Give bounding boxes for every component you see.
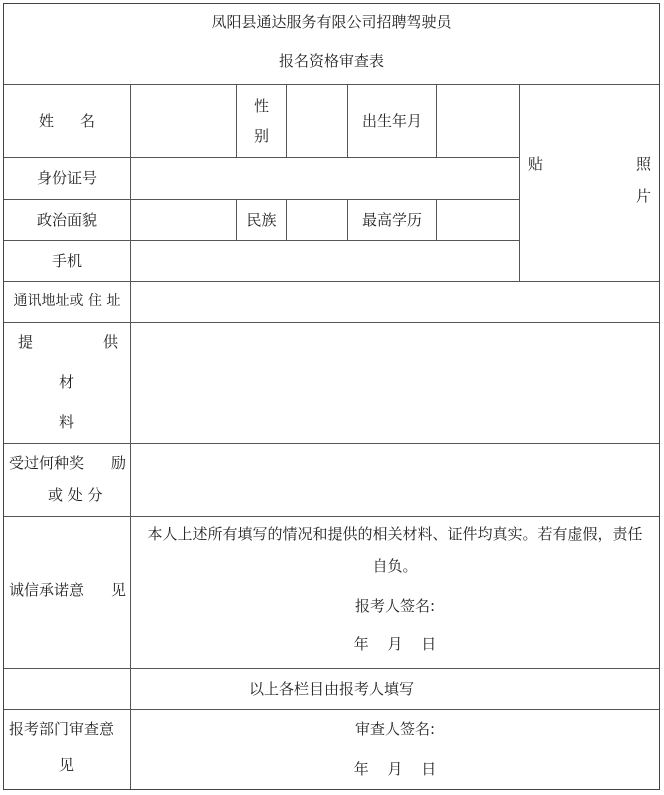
materials-label-part: 料 [59,413,75,431]
name-label-part: 姓 [38,111,54,130]
photo-area[interactable] [520,84,659,281]
name-label-part: 名 [80,111,96,130]
political-label: 政治面貌 [36,210,97,229]
gender-label [237,84,286,157]
address-label: 通讯地址或 住 址 [13,293,121,310]
ethnicity-field[interactable] [287,199,347,240]
integrity-label-part: 见 [110,581,126,599]
birth-label: 出生年月 [361,111,422,130]
materials-field[interactable] [131,322,659,443]
integrity-content [131,516,659,668]
reviewer-signature[interactable]: 审查人签名: [354,720,436,738]
political-field[interactable] [131,199,236,240]
materials-label-part: 提 [18,333,34,351]
birth-field[interactable] [437,84,519,157]
phone-field[interactable] [131,240,519,281]
materials-label-part: 材 [59,373,75,391]
materials-label [4,322,130,443]
applicant-signature[interactable]: 报考人签名: [354,597,436,615]
application-form [3,3,660,790]
dept-label-part: 报考部门审查意 [9,720,115,738]
applicant-date[interactable]: 年 月 日 [353,635,437,653]
id-number-field[interactable] [131,157,519,199]
id-number-label: 身份证号 [36,169,97,187]
ethnicity-label: 民族 [246,210,277,229]
integrity-label-part: 诚信承诺意 [9,581,85,599]
address-field[interactable] [131,281,659,322]
photo-label-part: 片 [635,187,651,205]
gender-label-part: 性 [253,96,269,115]
education-field[interactable] [437,199,519,240]
education-label: 最高学历 [361,210,422,229]
form-note: 以上各栏目由报考人填写 [248,679,414,698]
materials-label-part: 供 [102,333,118,351]
name-field[interactable] [131,84,236,157]
awards-label-part: 或 处 分 [48,486,103,504]
photo-label-part: 照 [635,155,651,173]
dept-review-content [131,709,659,789]
awards-label-part: 励 [110,454,126,472]
awards-label-part: 受过何种奖 [9,454,85,472]
reviewer-date[interactable]: 年 月 日 [353,760,437,778]
integrity-label [4,516,130,668]
gender-label-part: 别 [253,126,269,145]
phone-label: 手机 [51,251,82,270]
name-label [4,84,130,157]
form-subtitle: 报名资格审查表 [278,52,384,70]
form-title: 凤阳县通达服务有限公司招聘驾驶员 [211,13,452,31]
dept-label-part: 见 [59,756,75,774]
commitment-text-cont: 自负。 [372,557,418,575]
dept-review-label [4,709,130,789]
commitment-text: 本人上述所有填写的情况和提供的相关材料、证件均真实。若有虚假，责任 [147,525,643,543]
awards-label [4,443,130,516]
photo-label-part: 贴 [528,155,544,173]
awards-field[interactable] [131,443,659,516]
gender-field[interactable] [287,84,347,157]
